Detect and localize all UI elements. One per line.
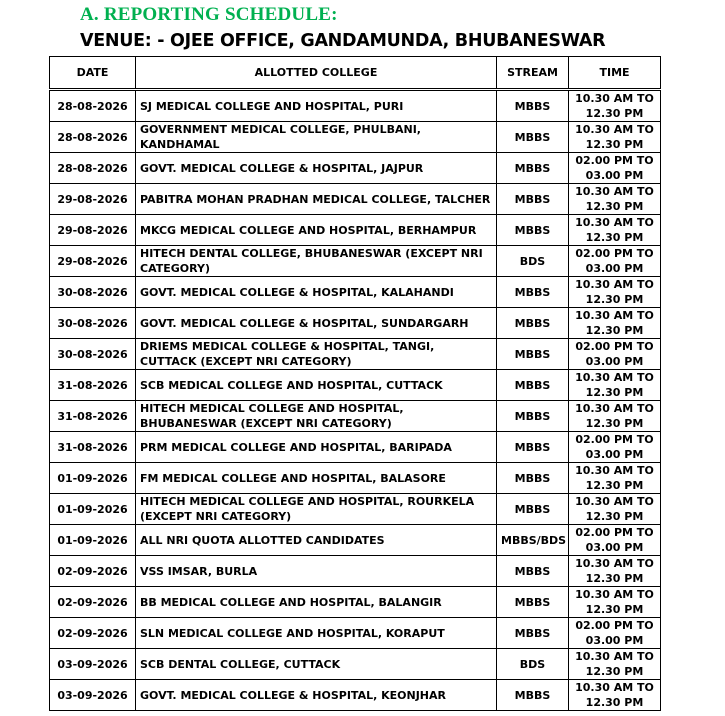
cell-stream: MBBS/BDS: [497, 525, 569, 556]
cell-college: GOVT. MEDICAL COLLEGE & HOSPITAL, JAJPUR: [136, 153, 497, 184]
cell-time: 02.00 PM TO 03.00 PM: [569, 153, 661, 184]
cell-stream: MBBS: [497, 339, 569, 370]
cell-time: 10.30 AM TO 12.30 PM: [569, 122, 661, 153]
cell-stream: MBBS: [497, 277, 569, 308]
cell-date: 01-09-2026: [50, 494, 136, 525]
cell-stream: MBBS: [497, 308, 569, 339]
cell-time: 02.00 PM TO 03.00 PM: [569, 618, 661, 649]
cell-date: 30-08-2026: [50, 308, 136, 339]
cell-college: ALL NRI QUOTA ALLOTTED CANDIDATES: [136, 525, 497, 556]
cell-stream: MBBS: [497, 122, 569, 153]
cell-time: 10.30 AM TO 12.30 PM: [569, 401, 661, 432]
cell-stream: MBBS: [497, 90, 569, 122]
cell-stream: MBBS: [497, 556, 569, 587]
cell-stream: MBBS: [497, 153, 569, 184]
cell-time: 10.30 AM TO 12.30 PM: [569, 215, 661, 246]
table-body: [50, 90, 661, 711]
cell-college: FM MEDICAL COLLEGE AND HOSPITAL, BALASORE: [136, 463, 497, 494]
cell-college: SCB MEDICAL COLLEGE AND HOSPITAL, CUTTACK: [136, 370, 497, 401]
cell-college: MKCG MEDICAL COLLEGE AND HOSPITAL, BERHAMPUR: [136, 215, 497, 246]
cell-time: 02.00 PM TO 03.00 PM: [569, 432, 661, 463]
cell-time: 10.30 AM TO 12.30 PM: [569, 680, 661, 711]
cell-date: 31-08-2026: [50, 401, 136, 432]
cell-time: 10.30 AM TO 12.30 PM: [569, 370, 661, 401]
cell-college: GOVT. MEDICAL COLLEGE & HOSPITAL, KALAHANDI: [136, 277, 497, 308]
cell-date: 03-09-2026: [50, 680, 136, 711]
table-row: [50, 525, 661, 556]
cell-time: 10.30 AM TO 12.30 PM: [569, 587, 661, 618]
table-row: [50, 215, 661, 246]
cell-date: 02-09-2026: [50, 618, 136, 649]
table-row: [50, 463, 661, 494]
cell-date: 28-08-2026: [50, 153, 136, 184]
header-stream: STREAM: [497, 57, 569, 90]
cell-time: 10.30 AM TO 12.30 PM: [569, 184, 661, 215]
cell-college: BB MEDICAL COLLEGE AND HOSPITAL, BALANGIR: [136, 587, 497, 618]
cell-stream: MBBS: [497, 587, 569, 618]
venue-line: VENUE: - OJEE OFFICE, GANDAMUNDA, BHUBANESWAR: [80, 31, 606, 51]
table-row: [50, 153, 661, 184]
cell-stream: BDS: [497, 246, 569, 277]
table-row: [50, 587, 661, 618]
cell-college: GOVERNMENT MEDICAL COLLEGE, PHULBANI, KANDHAMAL: [136, 122, 497, 153]
cell-date: 30-08-2026: [50, 277, 136, 308]
cell-college: PABITRA MOHAN PRADHAN MEDICAL COLLEGE, TALCHER: [136, 184, 497, 215]
table-row: [50, 339, 661, 370]
cell-time: 10.30 AM TO 12.30 PM: [569, 90, 661, 122]
table-row: [50, 122, 661, 153]
cell-college: GOVT. MEDICAL COLLEGE & HOSPITAL, SUNDARGARH: [136, 308, 497, 339]
table-row: [50, 277, 661, 308]
cell-college: HITECH DENTAL COLLEGE, BHUBANESWAR (EXCEPT NRI CATEGORY): [136, 246, 497, 277]
cell-time: 10.30 AM TO 12.30 PM: [569, 463, 661, 494]
header-allotted-college: ALLOTTED COLLEGE: [136, 57, 497, 90]
cell-date: 28-08-2026: [50, 122, 136, 153]
cell-time: 10.30 AM TO 12.30 PM: [569, 494, 661, 525]
cell-date: 29-08-2026: [50, 246, 136, 277]
cell-date: 31-08-2026: [50, 432, 136, 463]
table-row: [50, 184, 661, 215]
cell-college: HITECH MEDICAL COLLEGE AND HOSPITAL, ROURKELA (EXCEPT NRI CATEGORY): [136, 494, 497, 525]
cell-time: 10.30 AM TO 12.30 PM: [569, 308, 661, 339]
cell-stream: MBBS: [497, 618, 569, 649]
cell-stream: MBBS: [497, 401, 569, 432]
table-row: [50, 370, 661, 401]
cell-time: 02.00 PM TO 03.00 PM: [569, 339, 661, 370]
cell-time: 10.30 AM TO 12.30 PM: [569, 277, 661, 308]
reporting-schedule-table: [49, 56, 661, 711]
cell-date: 03-09-2026: [50, 649, 136, 680]
cell-date: 31-08-2026: [50, 370, 136, 401]
cell-stream: MBBS: [497, 370, 569, 401]
cell-college: DRIEMS MEDICAL COLLEGE & HOSPITAL, TANGI, CUTTACK (EXCEPT NRI CATEGORY): [136, 339, 497, 370]
cell-date: 02-09-2026: [50, 556, 136, 587]
header-time: TIME: [569, 57, 661, 90]
cell-time: 02.00 PM TO 03.00 PM: [569, 525, 661, 556]
cell-college: VSS IMSAR, BURLA: [136, 556, 497, 587]
table-header-row: [50, 57, 661, 90]
cell-stream: MBBS: [497, 463, 569, 494]
table-row: [50, 494, 661, 525]
cell-date: 29-08-2026: [50, 184, 136, 215]
section-heading: A. REPORTING SCHEDULE:: [80, 4, 338, 25]
cell-date: 02-09-2026: [50, 587, 136, 618]
cell-date: 29-08-2026: [50, 215, 136, 246]
table-row: [50, 680, 661, 711]
cell-time: 10.30 AM TO 12.30 PM: [569, 649, 661, 680]
cell-stream: MBBS: [497, 680, 569, 711]
cell-college: GOVT. MEDICAL COLLEGE & HOSPITAL, KEONJHAR: [136, 680, 497, 711]
cell-stream: BDS: [497, 649, 569, 680]
cell-date: 01-09-2026: [50, 463, 136, 494]
table-row: [50, 308, 661, 339]
cell-college: SJ MEDICAL COLLEGE AND HOSPITAL, PURI: [136, 90, 497, 122]
cell-college: HITECH MEDICAL COLLEGE AND HOSPITAL, BHUBANESWAR (EXCEPT NRI CATEGORY): [136, 401, 497, 432]
table-row: [50, 432, 661, 463]
cell-stream: MBBS: [497, 184, 569, 215]
header-date: DATE: [50, 57, 136, 90]
cell-date: 30-08-2026: [50, 339, 136, 370]
cell-college: PRM MEDICAL COLLEGE AND HOSPITAL, BARIPADA: [136, 432, 497, 463]
table-row: [50, 401, 661, 432]
table-row: [50, 556, 661, 587]
table-row: [50, 649, 661, 680]
cell-college: SLN MEDICAL COLLEGE AND HOSPITAL, KORAPUT: [136, 618, 497, 649]
cell-stream: MBBS: [497, 494, 569, 525]
cell-college: SCB DENTAL COLLEGE, CUTTACK: [136, 649, 497, 680]
table-row: [50, 246, 661, 277]
cell-date: 28-08-2026: [50, 90, 136, 122]
cell-stream: MBBS: [497, 432, 569, 463]
cell-date: 01-09-2026: [50, 525, 136, 556]
cell-time: 02.00 PM TO 03.00 PM: [569, 246, 661, 277]
cell-stream: MBBS: [497, 215, 569, 246]
table-row: [50, 618, 661, 649]
cell-time: 10.30 AM TO 12.30 PM: [569, 556, 661, 587]
table-row: [50, 90, 661, 122]
